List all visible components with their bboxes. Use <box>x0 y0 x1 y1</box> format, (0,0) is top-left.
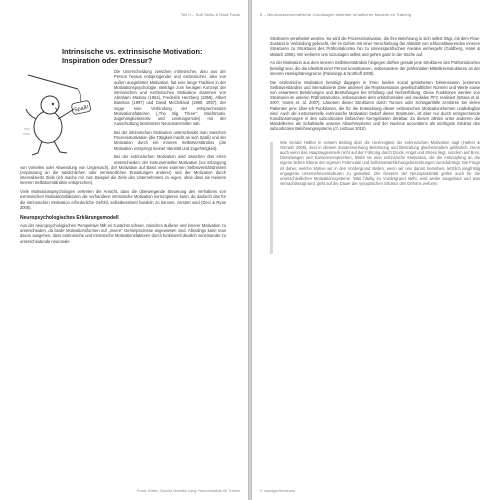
chapter-title: Intrinsische vs. extrinsische Motivation: Inspiration oder Dressur? <box>62 47 203 65</box>
paragraph: An der Motivation aus dem inneren Selbstverständnis hingegen dürften gerade jene Strukturen des Präfrontalcortex beteiligt sein, die die Identität einer Person konstituieren, insbesondere der präfrontalen Mittellinienstrukturen an der inneren Hemisphärengrenze (Panksepp & Northoff 2009). <box>270 60 480 76</box>
sign-icon <box>71 100 91 115</box>
figure-label: Spaß! <box>73 104 90 114</box>
paragraph: Viele Motivationspsychologen vertreten die Ansicht, dass die überwiegende Steuerung des Verhaltens von extrinsischen Motivationsfaktoren die vorhandene intrinsische Motivation korrumpieren kann, da dadurch das für die intrinsischen Motivation erforderliche Gefühl, selbstbestimmt handeln zu können, zerstört wird (Deci & Ryan 2008). <box>20 189 226 210</box>
paragraph: Aus der neuropsychologischen Perspektive fällt es zunächst schwer, zwischen äußerer und innerer Motivation zu unterscheiden, da beide Motivationsformen auf „innere“ Gehirnprozesse angewiesen sind. Allerdings kann man davon ausgehen, dass extrinsische und intrinsische Motivationsfaktoren durch funktionell deutlich voneinander zu unterscheidende neuronale <box>20 223 226 244</box>
paragraph: Bei der extrinsischen Motivation wird zwischen drei Arten unterschieden: der instrumentellen Motivation (zur Erlangung von Vorteilen oder Abwendung von Ungemach), der Motivation auf Basis eines externen Selbstverständnisses (Anpassung an die tatsächlichen oder vermeintlichen Erwartungen anderer) und der Motivation durch internalisierte Ziele (ich mache mir zum Beispiel die Ziele des Unternehmens zu eigen, ohne dass sie meinem inneren Selbstverständnis entsprechen). <box>20 154 226 186</box>
motivation-illustration <box>20 69 110 159</box>
left-content <box>20 36 226 247</box>
paragraph: Die extrinsische Motivation benötigt dagegen in ihren beiden sozial getriebenen Dimensionen (externes Selbstverständnis und internalisierte Ziele anderer) die Repräsentation gesellschaftlicher Normen und Werte sowie von erwarteten Belohnungen und Bestrafungen bei Erfüllung und Nichterfüllung. Diese Funktionen werden von Strukturen im unteren Präfrontalcortex, insbesondere dem orbitofrontalen und medialen PFC realisiert (Wrase et al. 2007, Harris et. al. 2007). Läsionen dieser Strukturen durch Tumore oder Schlaganfälle zerstören bei vielen Patienten jene Über-Ich-Funktionen, die für die Entwicklung dieser extrinsischen Motivationsformen unabdingbar sind. Auch die instrumentelle extrinsische Motivation bedarf dieser Strukturen, ist aber nur durch entsprechende Konditionierungen in den subcorticalen limbischen Kerngebieten denkbar. Zu diesen zählen unter anderem die Mandelkerne als Schaltstelle unseres Abwehrsystems und der Nucleus accumbens als wichtigste Struktur des subcorticalen Belohnungssystems (cf. LeDoux 2010). <box>270 79 480 132</box>
right-content <box>270 36 480 190</box>
carrot-stick-drawing <box>20 69 110 159</box>
left-running-footer: Franz Hütter, Sandra Mareike Lang: Neurodidaktik für Trainer <box>137 489 240 493</box>
paragraph: Bei der intrinsischen Motivation unterscheidet man zwischen Prozessmotivation (die Tätigkeit macht an sich Spaß) und der Motivation durch ein inneres Selbstverständnis (die Motivation entspringt meiner Identität und Zugehörigkeit). <box>114 130 226 151</box>
right-running-footer: © managerSeminare <box>260 489 296 493</box>
left-page <box>0 0 248 500</box>
left-running-header: Teil II – Soft Skills & Hard Facts <box>180 12 240 17</box>
quote-bar <box>270 142 273 254</box>
right-running-header: 5 – Neurowissenschaftliche Grundlagen beliebter inhaltlicher Modelle im Training <box>260 12 412 17</box>
section-subheading: Neuropsychologisches Erklärungsmodell <box>20 215 119 222</box>
right-page <box>252 0 500 500</box>
paragraph: Die Unterscheidung zwischen intrinsischer, also aus der Person heraus entspringender und extrinsischer, also von außen ausgelöster Motivation, hat eine lange Tradition in der Motivationspsychologie. Beiträge zum heutigen Konzept der intrinsischen und extrinsischen Motivation stammen von Abraham Maslow (1954), Frederick Herzberg (1959), Albert Bandura (1997) und David McClelland (1980, 1987), der sogar eine Verbindung der entsprechenden Motivationsfaktoren („The Big Three“: Machtmotiv, Zugehörigkeitsmotiv und Leistungsmotiv) mit der Ausschüttung bestimmter Neurotransmitter sah. <box>114 69 226 127</box>
quote-box <box>270 140 480 187</box>
paragraph: Strukturen verarbeitet werden. So wird die Prozessmotivation, die ihre Belohnung in sich selbst trägt, mit dem Flow-Zustand in Verbindung gebracht, der im Gehirn mit einer Verschiebung der Aktivität von Ichkonstituierenden inneren Strukturen zu Strukturen des Präfrontalcortex hin zu sinnesspezifischen Arealen einhergeht (Goldberg, Harel & Malach 2006). Wir verlieren uns sozusagen selbst und gehen ganz in der Sache auf. <box>270 36 480 57</box>
quote-text: Wie Gerald Hüther in seinem Beitrag über die Unsinnigkeit der extrinsischen Motivation sagt (Hüther & Osmetz 2009), sind in diesem Zusammenhang Belohnung und Bestrafung gleichermaßen gefährlich. Denn auch wenn das Hauptaugenmerk nicht auf der Führung durch Druck, Angst und Stress liegt, sondern auf Boni, Dienstwagen und Karriereversprechen, bleibt sie eine extrinsische Motivation, die die Anknüpfung an die eigene tiefere Ebene der eigenen Potenziale und Selbstverwirklichungsbestrebungen zurückdrängt. Die Frage ist daher, welche Motive wir in den Vordergrund stellen, wenn wir uns darum bemühen, letztlich langfristig engagierte Unternehmenskulturen zu gestalten. Die Gesetze der Neuroplastizität gelten auch für die unterschiedlichen Motivationssysteme: Was häufig im Vordergrund steht, wird weiter ausgebaut und was vernachlässigt wird, geht auf die Dauer der synaptischen Struktur des Gehirns verloren. <box>280 139 480 187</box>
